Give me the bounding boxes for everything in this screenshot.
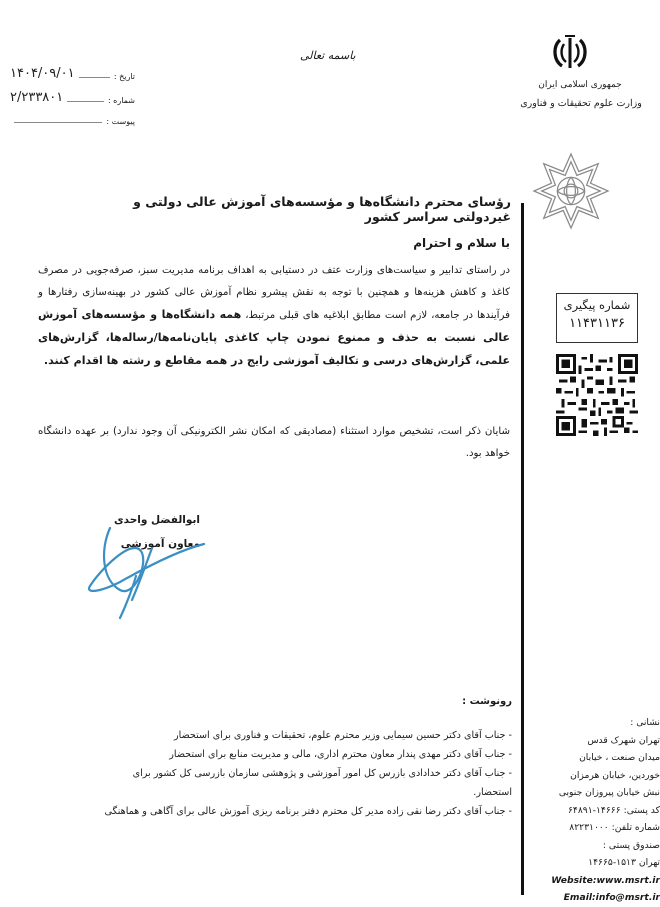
tracking-number: ۱۱۴۳۱۱۳۶ [569,316,625,331]
po-box-value: تهران ۱۵۱۳-۱۴۶۶۵ [588,857,660,868]
cc-item: - جناب آقای دکتر حسین سیمایی وزیر محترم علوم، تحقیقات و فناوری برای استحضار [174,730,512,741]
number-underline [67,101,104,102]
vertical-divider [521,203,524,895]
cc-title: رونوشت : [462,696,512,707]
greeting: با سلام و احترام [413,236,510,250]
address-line: تهران شهرک قدس [587,734,660,746]
address-line: میدان صنعت ، خیابان [579,752,660,763]
iran-emblem-icon [552,32,588,72]
qr-code-icon[interactable] [556,352,638,438]
address-line: خوردین، خیابان هرمزان [570,769,660,781]
cc-item: - جناب آقای دکتر خدادادی بازرس کل امور آموزشی و پژوهشی سازمان بازرسی کل کشور برای استحضار. [132,768,512,798]
cc-item: - جناب آقای دکتر رضا نقی زاده مدیر کل محترم دفتر برنامه ریزی آموزش عالی برای آگاهی و هماهنگی [104,806,512,817]
date-underline [79,77,110,78]
paragraph-main-text: در راستای تدابیر و سیاست‌های وزارت عتف در دستیابی به اهداف برنامه مدیریت سبز، صرفه‌جویی در مصرف کاغذ و کاهش هزینه‌ها و همچنین با توجه به نقش پیشرو نظام آموزش عالی کشور در بهینه‌سازی رفتارها و فرآیندها در جامعه، لازم است مطابق ابلاغیه های قبلی مرتبط، [38,265,511,321]
signer-title: معاون آموزشی [120,538,200,550]
bismillah-heading: باسمه تعالی [300,49,356,62]
address-line: نبش خیابان پیروزان جنوبی [558,787,660,798]
tracking-label: شماره پیگیری [563,298,631,312]
date-field [10,66,135,81]
phone-number: شماره تلفن: ۸۲۲۳۱۰۰۰ [569,822,660,833]
postal-code: کد پستی: ۱۴۶۶۶-۶۴۸۹۱ [567,804,660,816]
number-value: ۲/۲۳۳۸۰۱ [10,90,64,105]
website-link[interactable]: Website:www.msrt.ir [551,874,660,886]
government-name: جمهوری اسلامی ایران [538,80,622,90]
paragraph-main-directive: همه دانشگاه‌ها و مؤسسه‌های آموزش عالی نسبت به حذف و ممنوع نمودن چاپ کاغذی پایان‌نامه‌ها/رساله‌ها، گزارش‌های علمی، گزارش‌های درسی و تکالیف آموزشی رایج در همه مقاطع و رشته ها اقدام کنند. [38,308,510,367]
signer-name: ابوالفضل واحدی [114,514,200,526]
handwritten-signature-icon [80,520,210,620]
number-label: شماره : [107,96,135,105]
ministry-name: وزارت علوم تحقیقات و فناوری [520,98,642,109]
address-line: نشانی : [630,717,660,728]
attachment-field [10,117,135,126]
paragraph-main [38,260,510,373]
number-field [10,90,135,105]
decorative-star-ornament-icon [532,152,610,230]
paragraph-exceptions: شایان ذکر است، تشخیص موارد استثناء (مصادیقی که امکان نشر الکترونیکی آن وجود ندارد) بر عهده دانشگاه خواهد بود. [38,426,510,459]
date-label: تاریخ : [113,72,135,81]
addressee-heading: رؤسای محترم دانشگاه‌ها و مؤسسه‌های آموزش عالی دولتی و غیردولتی سراسر کشور [133,194,511,224]
date-value: ۱۴۰۴/۰۹/۰۱ [10,66,75,81]
attachment-underline [14,122,102,123]
ministry-address [526,714,660,907]
email-link[interactable]: Email:info@msrt.ir [563,892,660,903]
attachment-label: پیوست : [106,117,135,126]
cc-item: - جناب آقای دکتر مهدی پندار معاون محترم اداری، مالی و مدیریت منابع برای استحضار [169,749,512,760]
tracking-number-box [556,293,638,343]
cc-list [92,726,512,821]
po-box-label: صندوق پستی : [602,839,660,851]
